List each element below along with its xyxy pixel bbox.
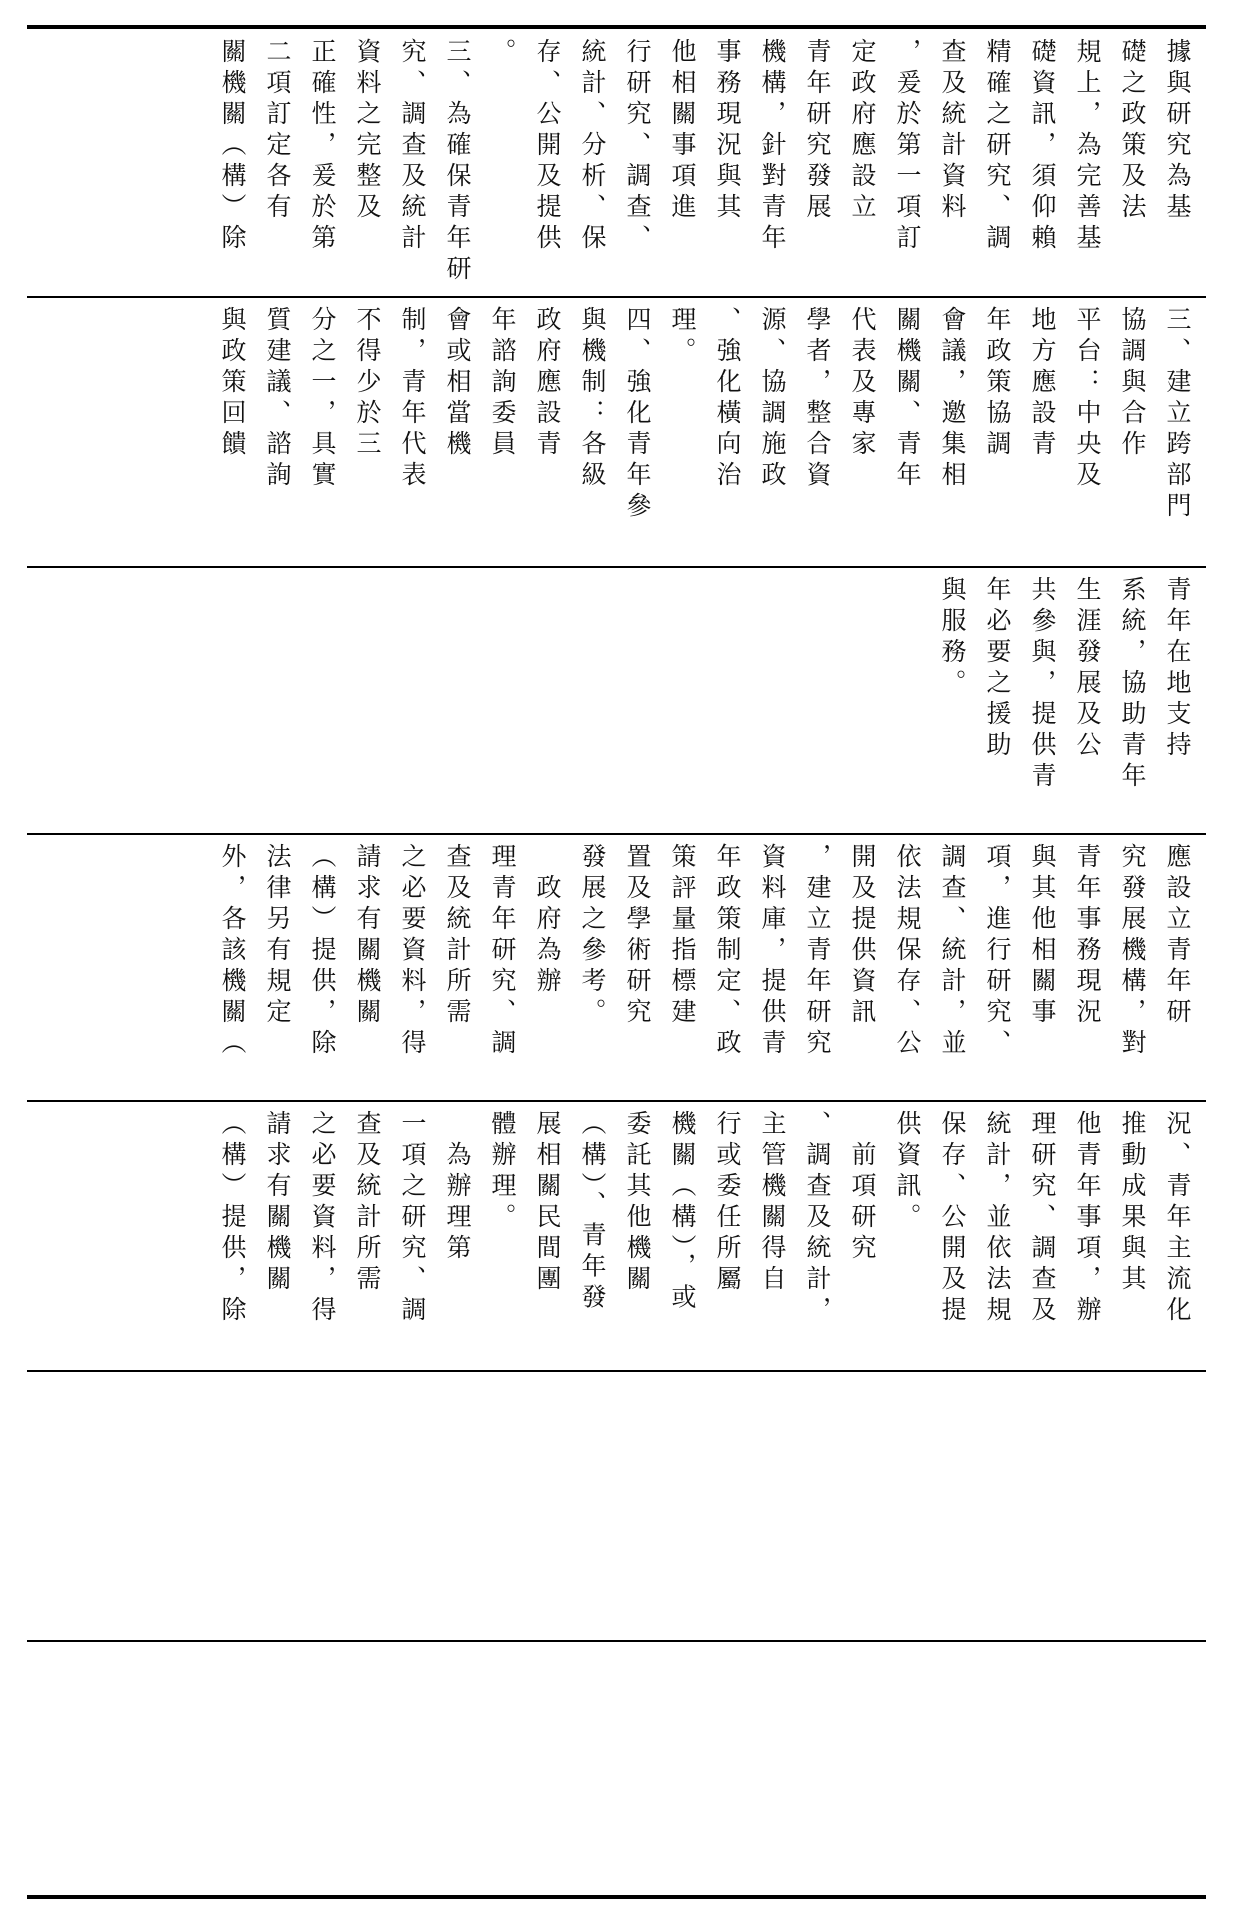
row-divider-6	[27, 1640, 1206, 1642]
vertical-text-4: 應設立青年研 究發展機構，對 青年事務現況 與其他相關事 項，進行研究、 調查、統計，並 依法規保存、公 開及提供資訊 ，建立青年研究 資料庫，提供青 年政策制定、政 策評量指標建 置及學術研究 發展之參考。 政府為辦 理青年研究、調 查及統計所需 之必要資料，得 請求有關機關 （構）提供，除 法律另有規定 外，各該機關（	[218, 843, 1192, 1060]
text-block-2	[40, 306, 1200, 566]
row-divider-2	[27, 566, 1206, 568]
bottom-rule	[27, 1895, 1206, 1899]
vertical-text-3: 青年在地支持 系統，協助青年 生涯發展及公 共參與，提供青 年必要之援助 與服務。	[938, 576, 1192, 793]
text-block-4	[40, 843, 1200, 1095]
text-block-6	[40, 1380, 1200, 1630]
row-divider-1	[27, 296, 1206, 298]
text-block-3	[40, 576, 1200, 830]
row-divider-3	[27, 833, 1206, 835]
text-block-5	[40, 1110, 1200, 1364]
vertical-text-5: 況、青年主流化 推動成果與其 他青年事項，辦 理研究、調查及 統計，並依法規 保存、公開及提 供資訊。 前項研究 、調查及統計， 主管機關得自 行或委任所屬 機關（構），或 委託其他機關 （構）、青年發 展相關民間團 體辦理。 為辦理第 一項之研究、調 查及統計所需 之必要資料，得 請求有關機關 （構）提供，除	[218, 1110, 1192, 1327]
vertical-text-2: 三、建立跨部門 協調與合作 平台：中央及 地方應設青 年政策協調 會議，邀集相 關機關、青年 代表及專家 學者，整合資 源、協調施政 、強化橫向治 理。 四、強化青年參 與機制：各級 政府應設青 年諮詢委員 會或相當機 制，青年代表 不得少於三 分之一，具實 質建議、諮詢 與政策回饋	[218, 306, 1192, 523]
vertical-text-1: 據與研究為基 礎之政策及法 規上，為完善基 礎資訊，須仰賴 精確之研究、調 查及統計資料 ，爰於第一項訂 定政府應設立 青年研究發展 機構，針對青年 事務現況與其 他相關事項進 行研究、調查、 統計、分析、保 存、公開及提供 。 三、為確保青年研 究、調查及統計 資料之完整及 正確性，爰於第 二項訂定各有 關機關（構）除	[218, 38, 1192, 286]
top-rule	[27, 25, 1206, 29]
row-divider-4	[27, 1100, 1206, 1102]
row-divider-5	[27, 1370, 1206, 1372]
text-block-1	[40, 38, 1200, 288]
